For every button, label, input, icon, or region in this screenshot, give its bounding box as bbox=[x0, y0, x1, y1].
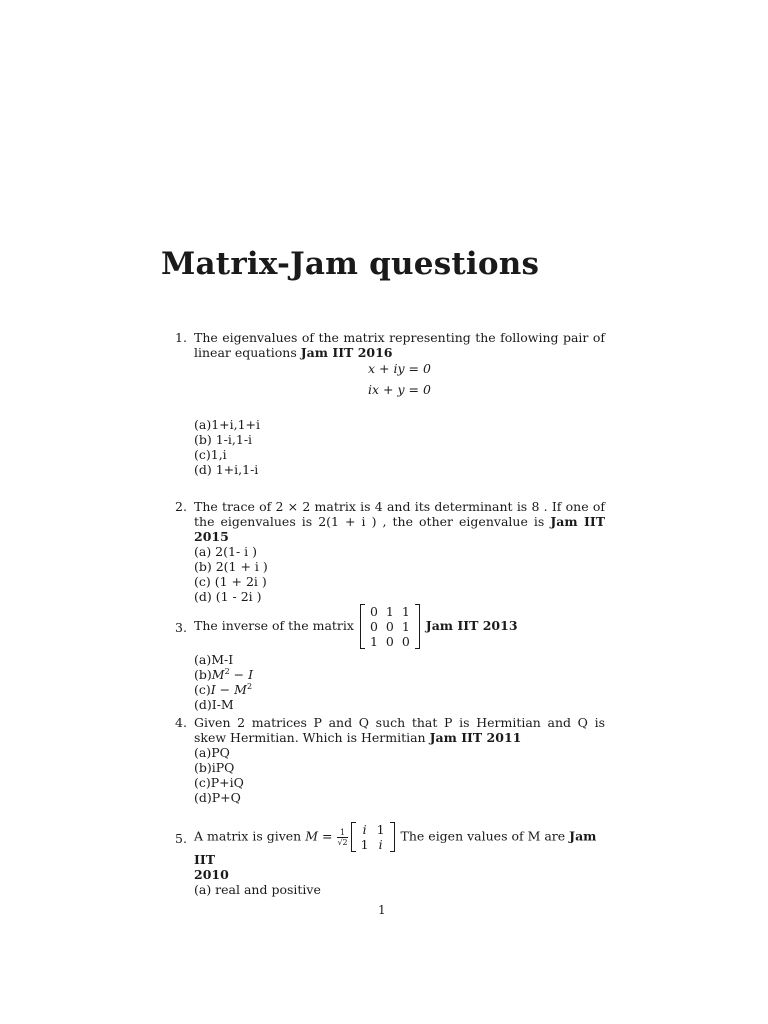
exam-tag: Jam IIT 2011 bbox=[429, 730, 522, 745]
question-number: 4. bbox=[175, 715, 187, 730]
fraction: $\frac{1}{√2}$ bbox=[337, 827, 348, 847]
option: (a)1+i,1+i bbox=[194, 417, 261, 432]
equation-2: ix + y = 0 bbox=[368, 382, 431, 397]
question-text: The inverse of the matrix 0 1 1 0 0 1 1 0 0 Jam IIT 2013 bbox=[194, 604, 518, 649]
option: (d) 1+i,1-i bbox=[194, 462, 259, 477]
page-title: Matrix-Jam questions bbox=[161, 246, 540, 282]
question-1-options bbox=[175, 417, 605, 477]
option: (d)I-M bbox=[194, 697, 234, 712]
question-5 bbox=[175, 822, 605, 897]
option: (d) (1 - 2i ) bbox=[194, 589, 262, 604]
matrix-2x2: i 1 1 i bbox=[351, 822, 395, 852]
math-expression: M = bbox=[305, 828, 333, 844]
question-number: 3. bbox=[175, 620, 187, 635]
question-number: 5. bbox=[175, 831, 187, 846]
exam-tag: Jam IIT 2015 bbox=[194, 514, 605, 544]
option: (c)P+iQ bbox=[194, 775, 244, 790]
option: (a)M-I bbox=[194, 652, 234, 667]
question-1 bbox=[175, 330, 605, 360]
question-text: Given 2 matrices P and Q such that P is Hermitian and Q is skew Hermitian. Which is Hermitian Jam IIT 2011 bbox=[194, 715, 605, 745]
exam-tag-year: 2010 bbox=[194, 867, 229, 882]
exam-tag: Jam IIT bbox=[194, 828, 597, 867]
question-text: The trace of 2 × 2 matrix is 4 and its determinant is 8 . If one of the eigenvalues is 2(1 + i ) , the other eigenvalue is Jam IIT 2015 bbox=[194, 499, 605, 544]
option: $(b)M^2 - I$ bbox=[194, 667, 254, 682]
equation-1: x + iy = 0 bbox=[368, 361, 431, 376]
exam-tag: Jam IIT 2016 bbox=[300, 345, 393, 360]
matrix-3x3: 0 1 1 0 0 1 1 0 0 bbox=[360, 604, 420, 649]
option: (b) 2(1 + i ) bbox=[194, 559, 268, 574]
option: $(c)I - M^2$ bbox=[194, 682, 253, 697]
option: (b) 1-i,1-i bbox=[194, 432, 253, 447]
page-number: 1 bbox=[378, 903, 386, 917]
exam-tag: Jam IIT 2013 bbox=[425, 618, 518, 633]
option: (c) (1 + 2i ) bbox=[194, 574, 267, 589]
option: (a) real and positive bbox=[194, 882, 321, 897]
option: (d)P+Q bbox=[194, 790, 241, 805]
question-3 bbox=[175, 604, 605, 712]
option: (b)iPQ bbox=[194, 760, 235, 775]
question-number: 1. bbox=[175, 330, 187, 345]
question-number: 2. bbox=[175, 499, 187, 514]
option: (a) 2(1- i ) bbox=[194, 544, 258, 559]
question-4 bbox=[175, 715, 605, 805]
question-2 bbox=[175, 499, 605, 604]
question-text: A matrix is given M = $\frac{1}{√2}$ i 1 1 i The eigen values of M are Jam IIT bbox=[194, 822, 597, 867]
question-text: The eigenvalues of the matrix representing the following pair of linear equations Jam IIT 2016 bbox=[194, 330, 605, 360]
option: (c)1,i bbox=[194, 447, 227, 462]
option: (a)PQ bbox=[194, 745, 230, 760]
